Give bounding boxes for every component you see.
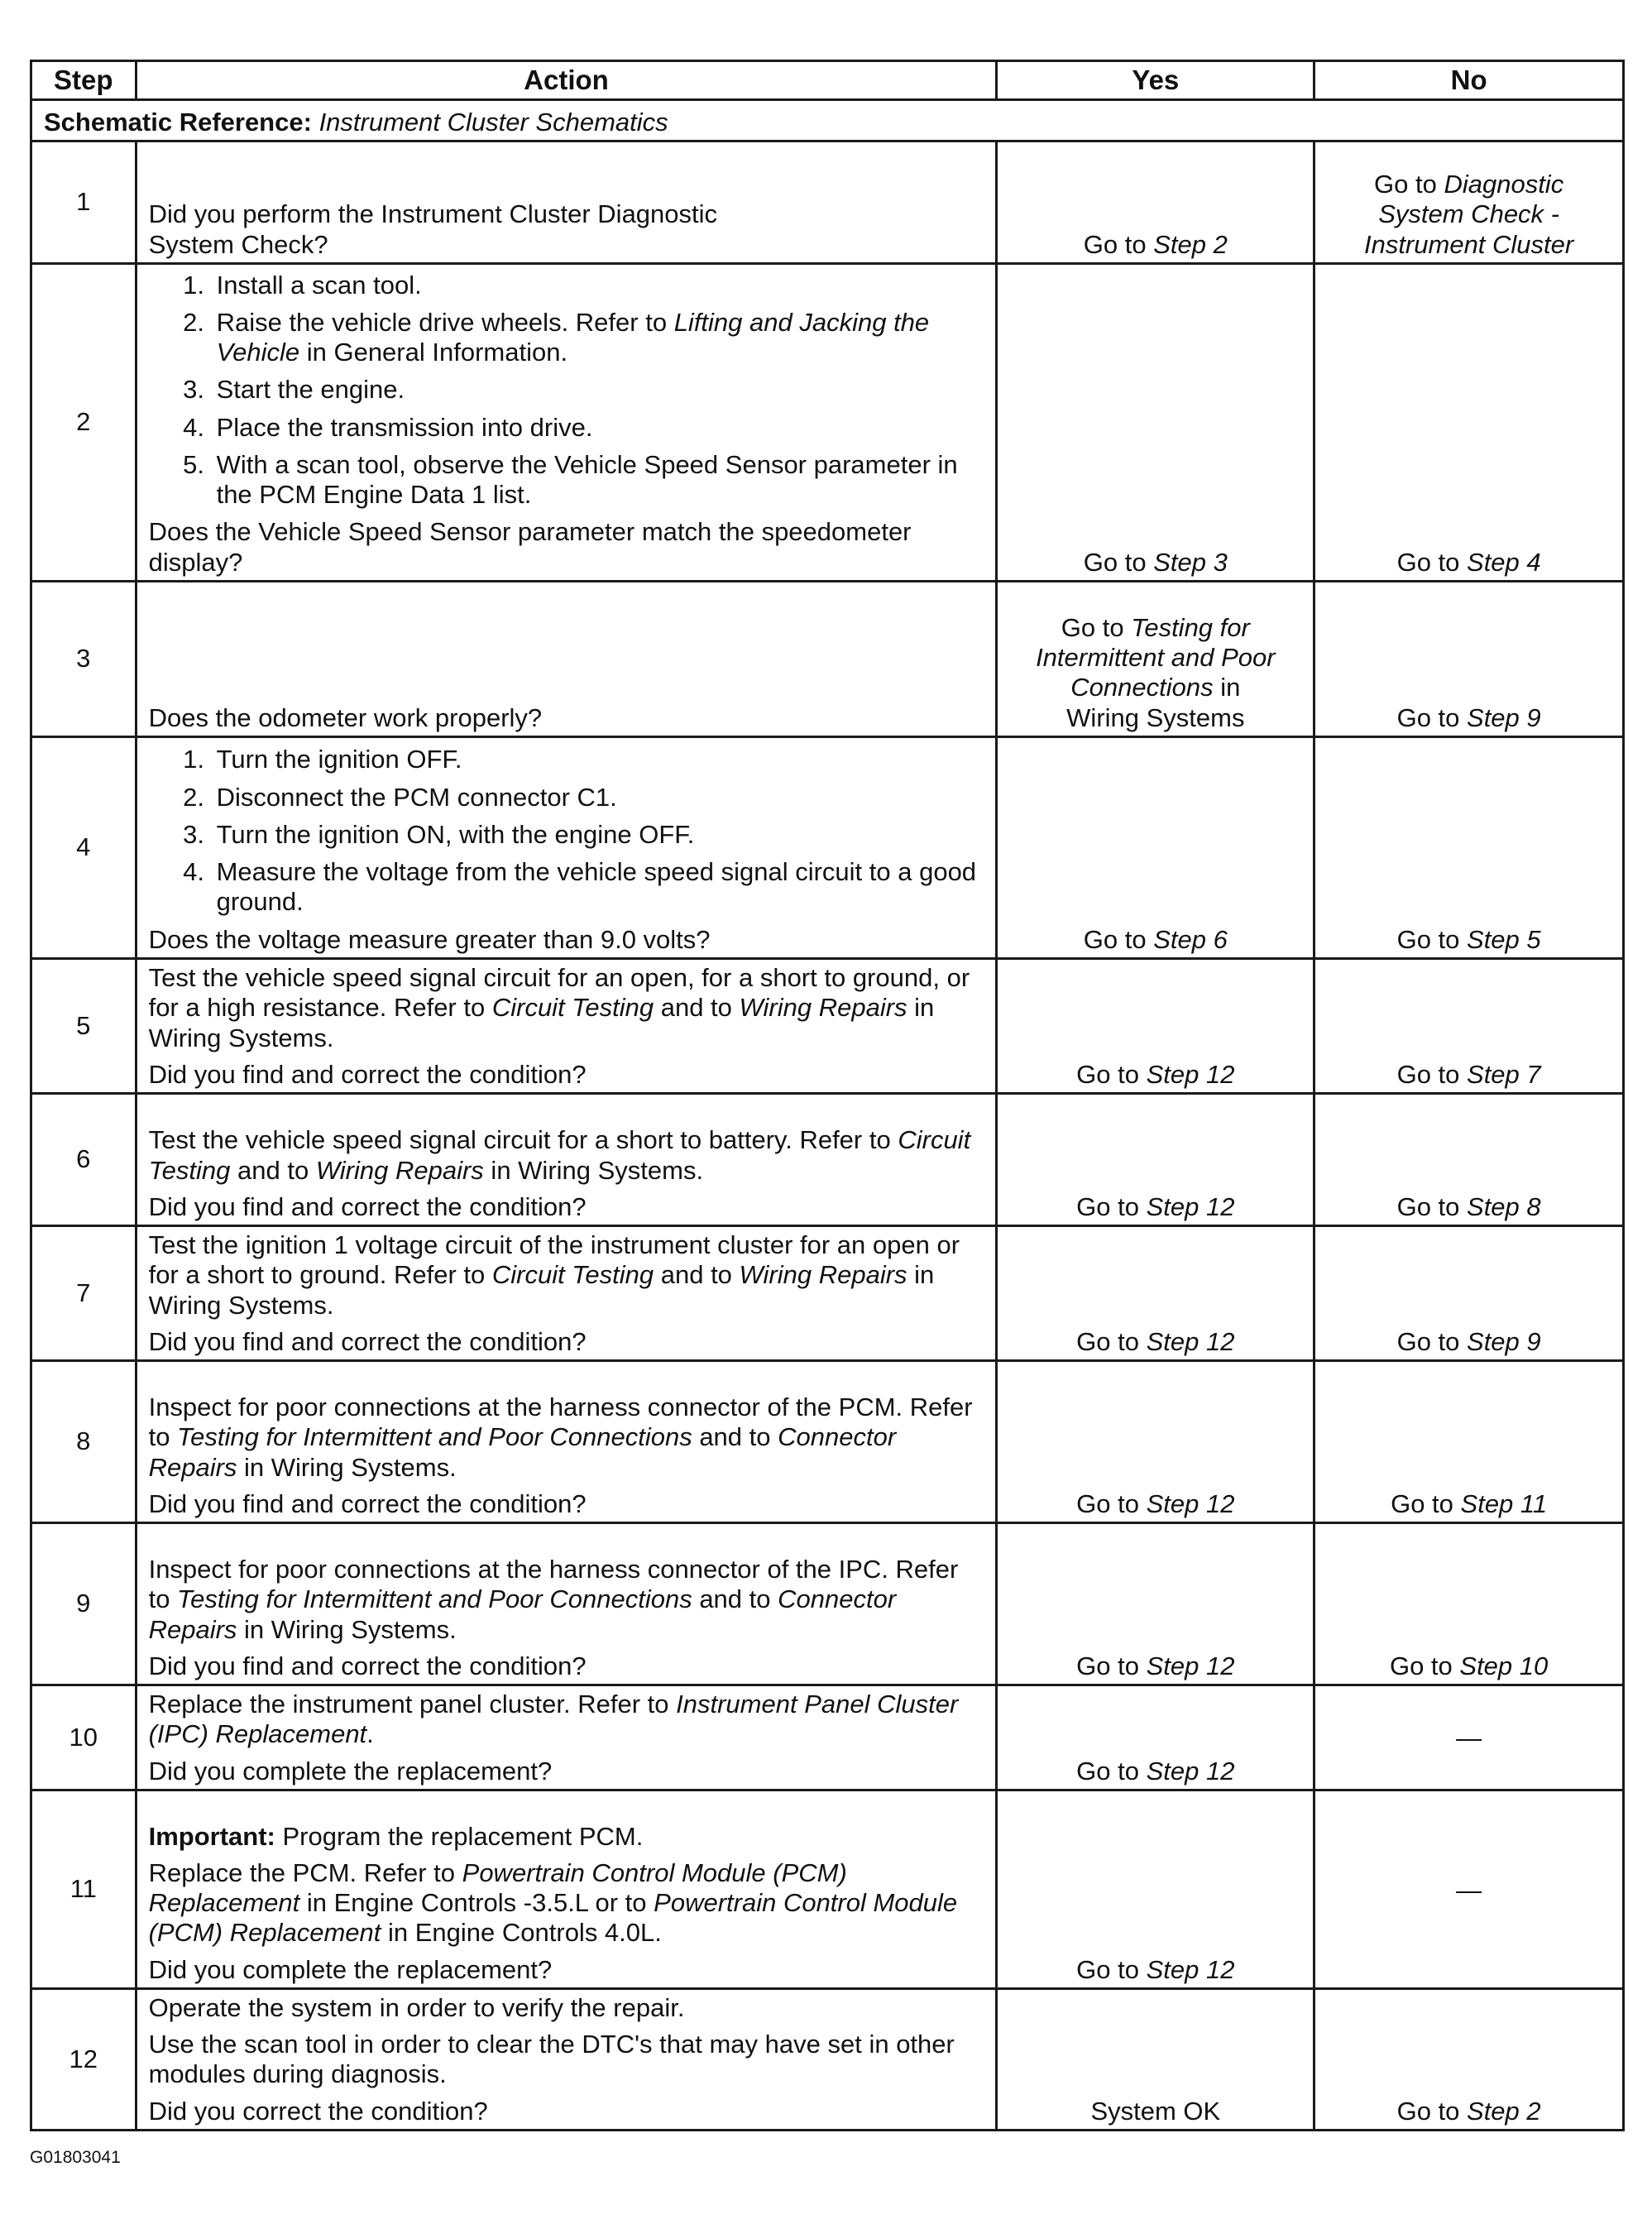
action-question: Did you find and correct the condition? — [148, 1059, 587, 1089]
no-goto: Go to — [1396, 702, 1468, 732]
action-text-tail: in Wiring Systems. — [483, 1155, 704, 1185]
step-number: 1 — [31, 141, 136, 264]
step-number: 7 — [31, 1226, 136, 1361]
step-row-11 — [31, 1790, 1624, 1988]
no-link[interactable]: Step 7 — [1467, 1059, 1541, 1089]
no-cell — [1314, 1988, 1624, 2130]
action-step: 2. Disconnect the PCM connector C1. — [212, 783, 984, 813]
yes-tail: in Wiring Systems — [1066, 673, 1245, 732]
yes-link[interactable]: Step 12 — [1146, 1488, 1235, 1518]
action-cell — [136, 582, 997, 737]
yes-cell — [997, 1361, 1314, 1523]
action-text-tail: in Wiring Systems. — [237, 1452, 457, 1482]
yes-link[interactable]: Step 12 — [1146, 1954, 1235, 1984]
action-step: 5. With a scan tool, observe the Vehicle Speed Sensor parameter in the PCM Engine Data 1 list. — [212, 450, 984, 511]
no-cell — [1314, 1226, 1624, 1361]
step-row-1 — [31, 141, 1624, 264]
action-text — [149, 963, 984, 1053]
action-question: Did you perform the Instrument Cluster Diagnostic System Check? — [148, 199, 718, 259]
important-label: Important: — [148, 1821, 275, 1851]
step-row-4 — [31, 737, 1624, 959]
yes-cell — [997, 1988, 1314, 2130]
schematic-label: Schematic Reference: — [44, 107, 312, 137]
action-text-tail: in Wiring Systems. — [237, 1614, 457, 1644]
action-text — [149, 1125, 984, 1186]
yes-cell — [997, 737, 1314, 959]
step-row-9 — [31, 1523, 1624, 1685]
action-cell — [136, 1685, 997, 1790]
yes-cell — [997, 959, 1314, 1094]
no-link[interactable]: Diagnostic System Check - Instrument Cluster — [1363, 170, 1574, 259]
header-step: Step — [31, 61, 136, 100]
no-cell — [1314, 959, 1624, 1094]
action-question: Did you find and correct the condition? — [148, 1326, 587, 1356]
important-note — [149, 1822, 984, 1852]
action-cell — [136, 1523, 997, 1685]
yes-result: System OK — [1090, 2096, 1221, 2126]
step-row-3 — [31, 582, 1624, 737]
no-link[interactable]: Step 10 — [1459, 1651, 1549, 1680]
action-text — [149, 1393, 984, 1483]
action-link[interactable]: Wiring Repairs — [739, 993, 907, 1023]
action-link[interactable]: Wiring Repairs — [739, 1260, 907, 1290]
yes-link[interactable]: Step 3 — [1153, 547, 1228, 577]
action-text-body: Replace the PCM. Refer to — [148, 1858, 462, 1887]
no-goto: Go to — [1389, 1651, 1460, 1680]
action-text-tail: in Wiring Systems. — [148, 993, 935, 1052]
yes-goto: Go to — [1076, 1756, 1147, 1786]
step-number: 6 — [31, 1094, 136, 1226]
action-step: 4. Measure the voltage from the vehicle speed signal circuit to a good ground. — [212, 857, 984, 918]
header-no: No — [1314, 61, 1624, 100]
no-goto: Go to — [1396, 1326, 1468, 1356]
action-question: Did you correct the condition? — [148, 2096, 488, 2126]
action-link[interactable]: Circuit Testing — [491, 993, 654, 1023]
no-cell — [1314, 264, 1624, 582]
action-question: Did you complete the replacement? — [148, 1756, 553, 1786]
yes-link[interactable]: Step 12 — [1146, 1756, 1235, 1786]
action-step-link[interactable]: Lifting and Jacking the Vehicle — [216, 307, 930, 367]
action-question: Did you find and correct the condition? — [148, 1651, 587, 1680]
no-cell — [1314, 1361, 1624, 1523]
yes-link[interactable]: Step 12 — [1146, 1191, 1235, 1221]
action-question: Does the Vehicle Speed Sensor parameter match the speedometer display? — [148, 517, 912, 577]
yes-cell — [997, 264, 1314, 582]
action-step: 4. Place the transmission into drive. — [212, 413, 984, 443]
important-text: Program the replacement PCM. — [275, 1821, 644, 1851]
action-text-tail: in Engine Controls 4.0L. — [381, 1918, 662, 1948]
yes-goto: Go to — [1061, 612, 1132, 642]
step-row-6 — [31, 1094, 1624, 1226]
action-text-body: Inspect for poor connections at the harness connector of the IPC. Refer to — [148, 1555, 959, 1614]
action-text-mid: and to — [230, 1155, 316, 1185]
step-number: 2 — [31, 264, 136, 582]
action-steps-list — [149, 271, 984, 511]
action-question: Does the voltage measure greater than 9.0 volts? — [148, 924, 711, 954]
action-link[interactable]: Testing for Intermittent and Poor Connections — [177, 1584, 692, 1614]
yes-link[interactable]: Step 6 — [1153, 924, 1228, 954]
action-link[interactable]: Circuit Testing — [491, 1260, 654, 1290]
yes-link[interactable]: Step 12 — [1146, 1059, 1235, 1089]
action-text-body: Test the vehicle speed signal circuit for an open, for a short to ground, or for a high resistance. Refer to — [148, 963, 970, 1023]
no-cell — [1314, 1790, 1624, 1988]
yes-cell — [997, 582, 1314, 737]
action-cell — [136, 141, 997, 264]
action-cell — [136, 1790, 997, 1988]
no-cell — [1314, 1094, 1624, 1226]
step-row-5 — [31, 959, 1624, 1094]
yes-goto: Go to — [1083, 229, 1154, 259]
action-text-body: Test the ignition 1 voltage circuit of the instrument cluster for an open or for a short to ground. Refer to — [148, 1230, 960, 1290]
step-row-8 — [31, 1361, 1624, 1523]
yes-goto: Go to — [1076, 1326, 1147, 1356]
yes-cell — [997, 1523, 1314, 1685]
no-cell — [1314, 1523, 1624, 1685]
header-action: Action — [136, 61, 997, 100]
action-question: Did you find and correct the condition? — [148, 1488, 587, 1518]
action-link[interactable]: Connector Repairs — [148, 1422, 897, 1482]
yes-goto: Go to — [1076, 1191, 1147, 1221]
action-cell — [136, 1094, 997, 1226]
action-step-tail: in General Information. — [299, 338, 568, 367]
no-cell — [1314, 737, 1624, 959]
action-link[interactable]: Connector Repairs — [148, 1584, 897, 1644]
yes-goto: Go to — [1076, 1954, 1147, 1984]
step-row-2 — [31, 264, 1624, 582]
no-goto: Go to — [1396, 547, 1468, 577]
action-step — [212, 308, 984, 368]
action-question: Did you complete the replacement? — [148, 1954, 553, 1984]
action-question: Did you find and correct the condition? — [148, 1191, 587, 1221]
no-goto: Go to — [1396, 924, 1468, 954]
action-text — [149, 1858, 984, 1949]
yes-link[interactable]: Testing for Intermittent and Poor Connections — [1036, 612, 1276, 702]
yes-cell — [997, 1685, 1314, 1790]
action-step: 1. Install a scan tool. — [212, 271, 984, 300]
header-row — [31, 61, 1624, 100]
yes-link[interactable]: Step 2 — [1153, 229, 1228, 259]
step-number: 9 — [31, 1523, 136, 1685]
action-link[interactable]: Instrument Panel Cluster (IPC) Replacement — [148, 1690, 959, 1749]
no-cell — [1314, 582, 1624, 737]
no-goto: Go to — [1396, 2096, 1468, 2126]
action-link[interactable]: Wiring Repairs — [315, 1155, 484, 1185]
no-goto: Go to — [1396, 1191, 1468, 1221]
action-text — [149, 1230, 984, 1321]
no-goto: Go to — [1374, 170, 1444, 199]
action-text-body: Test the vehicle speed signal circuit for a short to battery. Refer to — [148, 1125, 898, 1155]
action-text — [149, 1690, 984, 1750]
action-text-mid: and to — [654, 993, 740, 1023]
no-cell — [1314, 141, 1624, 264]
step-number: 10 — [31, 1685, 136, 1790]
no-goto: Go to — [1396, 1059, 1468, 1089]
action-step: 1. Turn the ignition OFF. — [212, 745, 984, 774]
yes-cell — [997, 1226, 1314, 1361]
action-question: Does the odometer work properly? — [148, 702, 543, 732]
yes-goto: Go to — [1076, 1488, 1147, 1518]
figure-id: G01803041 — [30, 2148, 121, 2167]
action-step-text: Raise the vehicle drive wheels. Refer to — [216, 307, 674, 337]
no-link[interactable]: Step 9 — [1467, 702, 1541, 732]
action-text-tail: . — [366, 1719, 374, 1749]
no-link[interactable]: Step 8 — [1467, 1191, 1541, 1221]
yes-cell — [997, 141, 1314, 264]
action-link[interactable]: Powertrain Control Module (PCM) Replacement — [148, 1858, 847, 1918]
no-dash: — — [1456, 1875, 1482, 1905]
no-link[interactable]: Step 2 — [1467, 2096, 1541, 2126]
yes-goto: Go to — [1083, 924, 1154, 954]
no-goto: Go to — [1391, 1488, 1461, 1518]
action-text-body: Inspect for poor connections at the harness connector of the PCM. Refer to — [148, 1393, 973, 1452]
no-link[interactable]: Step 11 — [1460, 1488, 1548, 1518]
yes-cell — [997, 1790, 1314, 1988]
action-link[interactable]: Powertrain Control Module (PCM) Replacement — [148, 1888, 958, 1948]
schematic-reference — [31, 100, 1624, 141]
action-text-mid: in Engine Controls -3.5.L or to — [299, 1888, 654, 1918]
schematic-reference-row — [31, 100, 1624, 141]
step-number: 4 — [31, 737, 136, 959]
action-text-body: Replace the instrument panel cluster. Refer to — [148, 1690, 677, 1719]
action-cell — [136, 737, 997, 959]
schematic-ref: Instrument Cluster Schematics — [318, 107, 668, 137]
yes-goto: Go to — [1076, 1651, 1147, 1680]
yes-goto: Go to — [1083, 547, 1154, 577]
no-link[interactable]: Step 4 — [1467, 547, 1541, 577]
yes-goto: Go to — [1076, 1059, 1147, 1089]
action-cell — [136, 1988, 997, 2130]
action-text-mid: and to — [692, 1422, 778, 1452]
step-number: 8 — [31, 1361, 136, 1523]
step-row-10 — [31, 1685, 1624, 1790]
action-cell — [136, 1361, 997, 1523]
action-text: Use the scan tool in order to clear the DTC's that may have set in other modules during diagnosis. — [148, 2030, 955, 2089]
yes-cell — [997, 1094, 1314, 1226]
no-dash: — — [1456, 1723, 1482, 1753]
action-cell — [136, 1226, 997, 1361]
action-steps-list — [149, 745, 984, 917]
action-step: 3. Start the engine. — [212, 375, 984, 405]
no-link[interactable]: Step 5 — [1467, 924, 1541, 954]
action-text-mid: and to — [654, 1260, 740, 1290]
step-number: 12 — [31, 1988, 136, 2130]
action-step: 3. Turn the ignition ON, with the engine OFF. — [212, 820, 984, 850]
action-text: Operate the system in order to verify the repair. — [148, 1992, 685, 2022]
step-number: 5 — [31, 959, 136, 1094]
action-cell — [136, 959, 997, 1094]
action-text-mid: and to — [692, 1584, 778, 1614]
yes-link[interactable]: Step 12 — [1146, 1651, 1235, 1680]
no-cell — [1314, 1685, 1624, 1790]
step-number: 11 — [31, 1790, 136, 1988]
step-row-7 — [31, 1226, 1624, 1361]
no-link[interactable]: Step 9 — [1467, 1326, 1541, 1356]
step-number: 3 — [31, 582, 136, 737]
diagnostic-table — [30, 60, 1625, 2131]
action-text-tail: in Wiring Systems. — [148, 1260, 935, 1320]
action-text — [149, 1555, 984, 1645]
header-yes: Yes — [997, 61, 1314, 100]
action-link[interactable]: Circuit Testing — [148, 1125, 971, 1185]
action-link[interactable]: Testing for Intermittent and Poor Connections — [177, 1422, 692, 1452]
action-cell — [136, 264, 997, 582]
step-row-12 — [31, 1988, 1624, 2130]
yes-link[interactable]: Step 12 — [1146, 1326, 1235, 1356]
